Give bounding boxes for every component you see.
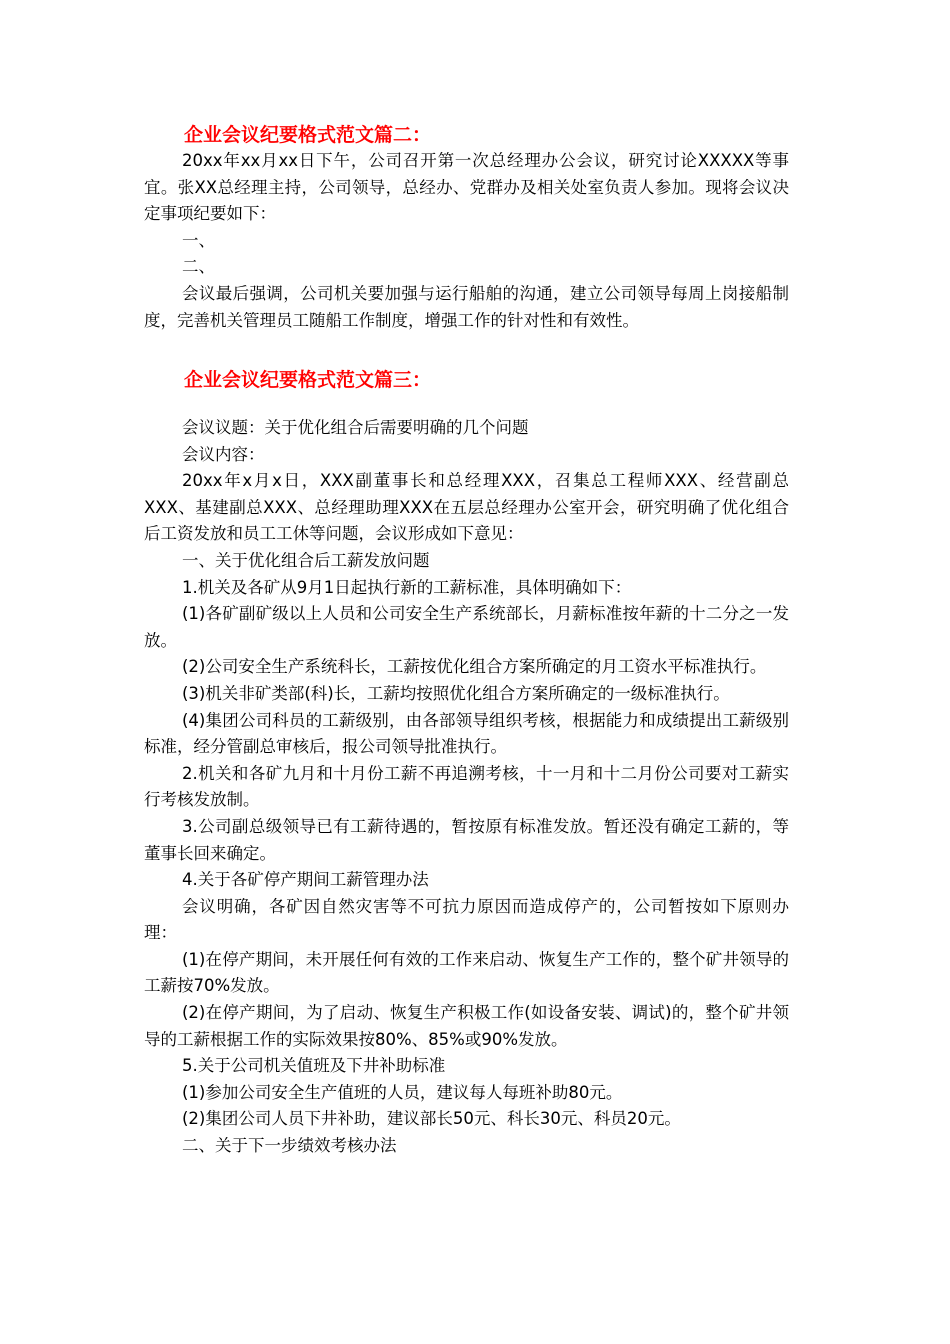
- paragraph: 会议议题：关于优化组合后需要明确的几个问题: [182, 418, 529, 437]
- paragraph: 会议内容：: [182, 444, 265, 464]
- paragraph: 2.机关和各矿九月和十月份工薪不再追溯考核，十一月和十二月份公司要对工薪实行考核发放制。: [144, 763, 789, 810]
- paragraph: 20xx年xx月xx日下午，公司召开第一次总经理办公会议，研究讨论XXXXX等事宜。张XX总经理主持，公司领导，总经办、党群办及相关处室负责人参加。现将会议决定事项纪要如下：: [144, 151, 789, 224]
- paragraph: 4.关于各矿停产期间工薪管理办法: [182, 870, 429, 890]
- paragraph: 1.机关及各矿从9月1日起执行新的工薪标准，具体明确如下：: [182, 577, 632, 597]
- paragraph: 二、: [182, 257, 215, 277]
- paragraph: 3.公司副总级领导已有工薪待遇的，暂按原有标准发放。暂还没有确定工薪的，等董事长回来确定。: [144, 816, 789, 863]
- paragraph: (4)集团公司科员的工薪级别，由各部领导组织考核，根据能力和成绩提出工薪级别标准，经分管副总审核后，报公司领导批准执行。: [144, 710, 789, 757]
- paragraph: (1)各矿副矿级以上人员和公司安全生产系统部长，月薪标准按年薪的十二分之一发放。: [144, 604, 789, 650]
- paragraph: 会议最后强调，公司机关要加强与运行船舶的沟通，建立公司领导每周上岗接船制度，完善机关管理员工随船工作制度，增强工作的针对性和有效性。: [144, 283, 789, 330]
- paragraph: (2)公司安全生产系统科长，工薪按优化组合方案所确定的月工资水平标准执行。: [182, 657, 767, 677]
- paragraph: (3)机关非矿类部(科)长，工薪均按照优化组合方案所确定的一级标准执行。: [182, 683, 730, 703]
- paragraph: (1)参加公司安全生产值班的人员，建议每人每班补助80元。: [182, 1082, 623, 1102]
- paragraph: (2)集团公司人员下井补助，建议部长50元、科长30元、科员20元。: [182, 1109, 681, 1129]
- paragraph: 5.关于公司机关值班及下井补助标准: [182, 1056, 446, 1076]
- section-3-title: 企业会议纪要格式范文篇三：: [184, 369, 432, 391]
- paragraph: 一、关于优化组合后工薪发放问题: [182, 550, 430, 570]
- paragraph: (1)在停产期间，未开展任何有效的工作来启动、恢复生产工作的，整个矿井领导的工薪按70%发放。: [144, 949, 789, 996]
- section-3-body: [144, 415, 789, 1160]
- paragraph: 20xx年x月x日，XXX副董事长和总经理XXX，召集总工程师XXX、经营副总XXX、基建副总XXX、总经理助理XXX在五层总经理办公室开会，研究明确了优化组合后工资发放和员工工休等问题，会议形成如下意见：: [144, 471, 789, 544]
- paragraph: 一、: [182, 230, 215, 250]
- section-2-body: [144, 148, 789, 334]
- paragraph: 二、关于下一步绩效考核办法: [182, 1136, 397, 1156]
- paragraph: (2)在停产期间，为了启动、恢复生产积极工作(如设备安装、调试)的，整个矿井领导的工薪根据工作的实际效果按80%、85%或90%发放。: [144, 1003, 789, 1049]
- section-2-title: 企业会议纪要格式范文篇二：: [184, 124, 432, 146]
- paragraph: 会议明确，各矿因自然灾害等不可抗力原因而造成停产的，公司暂按如下原则办理：: [144, 896, 789, 943]
